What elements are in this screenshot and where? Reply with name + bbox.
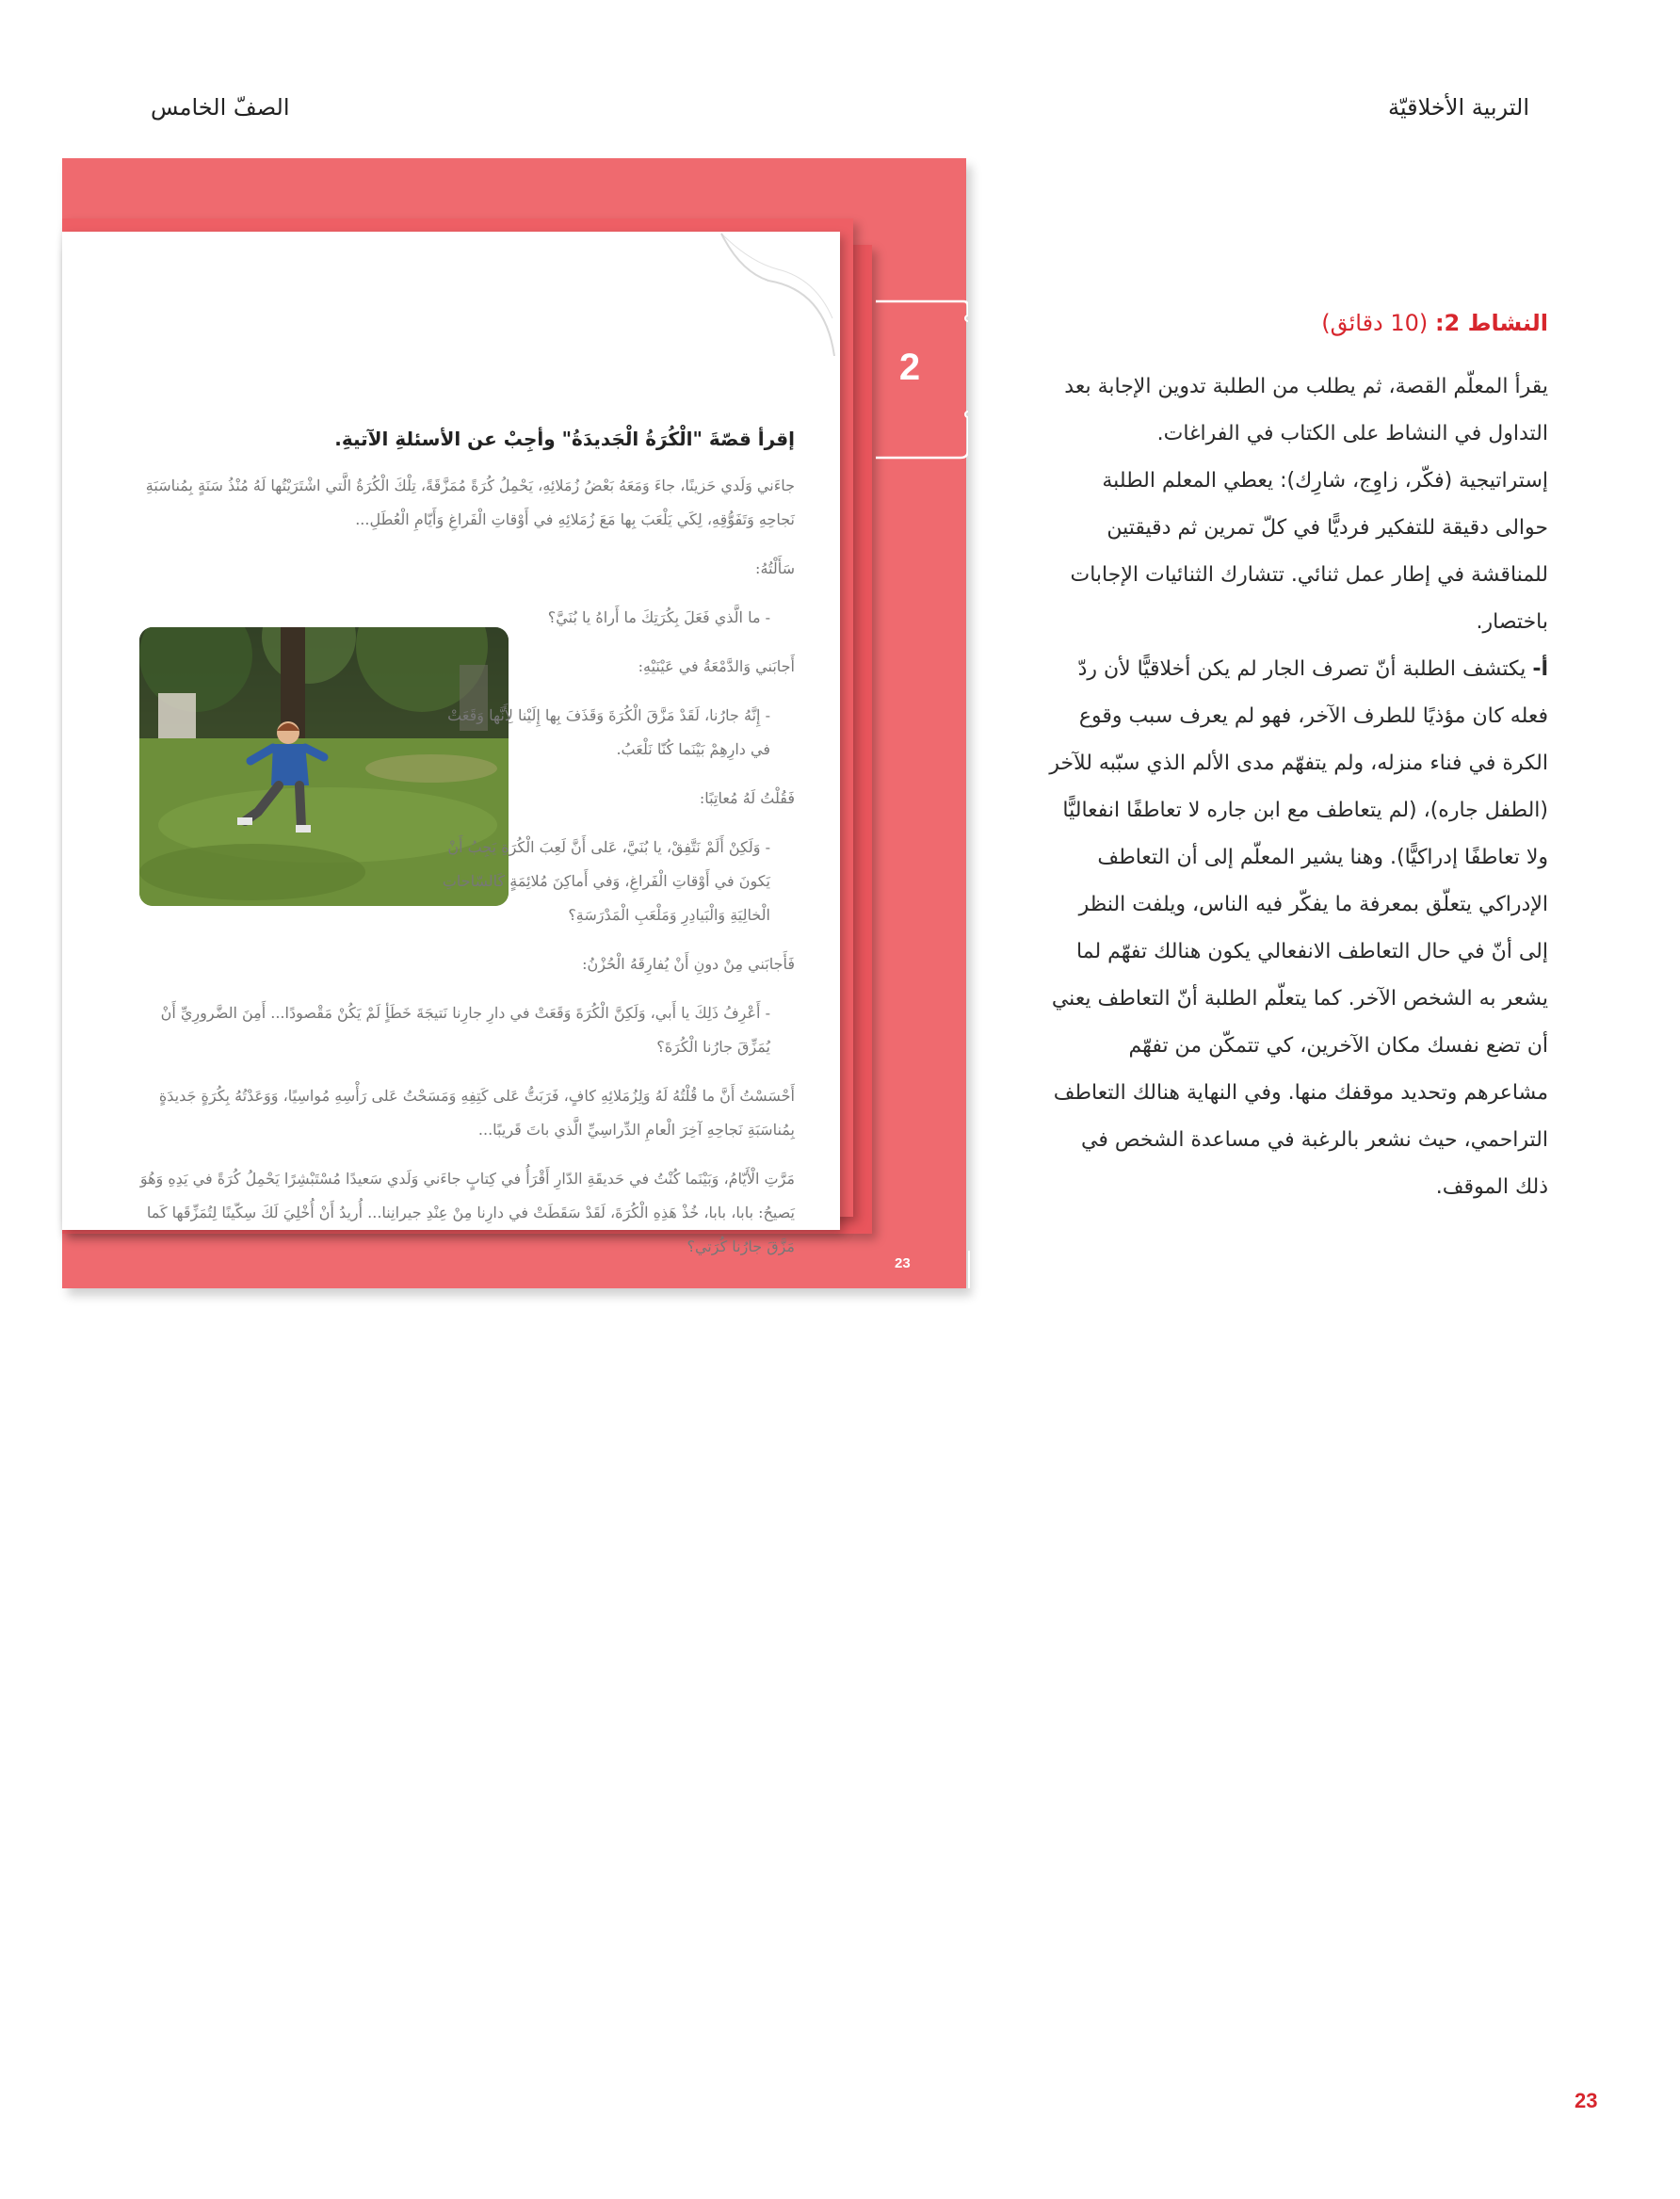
story-paragraph: فَأَجابَني مِنْ دونِ أَنْ يُفارِقَهُ الْحُزْنُ: bbox=[582, 955, 795, 973]
story-paragraph: أَجابَني وَالدَّمْعَةُ في عَيْنَيْهِ: bbox=[638, 657, 795, 675]
story-text bbox=[136, 422, 795, 1279]
teacher-guide-text bbox=[1043, 299, 1548, 1211]
activity-number: 2 bbox=[898, 347, 921, 388]
activity-heading bbox=[1043, 299, 1548, 347]
activity-time: (10 دقائق) bbox=[1321, 310, 1429, 336]
page-number: 23 bbox=[1575, 2089, 1598, 2112]
story-dialog-line: - أَعْرِفُ ذَلِكَ يا أَبي، وَلَكِنَّ الْكُرَةَ وَقَعَتْ في دارِ جارِنا نَتيجَةَ خَطَأٍ لَمْ يَكُنْ مَقْصودًا... أَمِنَ الضَّرورِيِّ أَنْ يُمَزِّقَ جارُنا الْكُرَةَ؟ bbox=[160, 1004, 770, 1056]
activity-heading-label: النشاط 2: bbox=[1434, 310, 1548, 336]
inner-page-divider bbox=[968, 1251, 970, 1288]
story-dialog-line: - إِنَّهُ جارُنا، لَقَدْ مَزَّقَ الْكُرَةَ وَقَذَفَ بِها إِلَيْنا لِأَنَّها وَقَعَتْ في دارِهِمْ بَيْنَما كُنّا نَلْعَبُ. bbox=[447, 706, 770, 758]
inner-page-number: 23 bbox=[895, 1255, 911, 1271]
page-curl-icon bbox=[712, 215, 844, 356]
book-subject-title: التربية الأخلاقيّة bbox=[1388, 94, 1529, 121]
story-paragraph: أَحْسَسْتُ أَنَّ ما قُلْتُهُ لَهُ وَلِزُمَلائِهِ كافٍ، فَرَبَتُّ عَلى كَتِفِهِ وَمَسَحْتُ عَلى رَأْسِهِ مُواسِيًا، وَوَعَدْتُهُ بِكُرَةٍ جَديدَةٍ بِمُناسَبَةِ نَجاحِهِ آخِرَ الْعامِ الدِّراسِيِّ الَّذي باتَ قَريبًا... bbox=[158, 1087, 795, 1139]
story-paragraph: مَرَّتِ الْأَيّامُ، وَبَيْنَما كُنْتُ في حَديقَةِ الدّارِ أَقْرَأُ في كِتابٍ جاءَني وَلَدي سَعيدًا مُسْتَبْشِرًا يَحْمِلُ كُرَةً في يَدِهِ وَهُوَ يَصيحُ: بابا، بابا، خُذْ هَذِهِ الْكُرَةَ، لَقَدْ سَقَطَتْ في دارِنا مِنْ عِنْدِ جيرانِنا... أُريدُ أَنْ أُخْلِيَ لَكَ سِكّينًا لِتُمَزِّقَها كَما مَزَّقَ جارُنا كُرَتي؟ bbox=[139, 1170, 795, 1255]
story-paragraph: فَقُلْتُ لَهُ مُعاتِبًا: bbox=[699, 789, 795, 807]
story-paragraph: سَأَلْتُهُ: bbox=[755, 559, 795, 577]
story-dialog-line: - وَلَكِنْ أَلَمْ نَتَّفِقْ، يا بُنَيَّ، عَلى أَنَّ لَعِبَ الْكُرَةِ يَجِبُ أَنْ يَكونَ في أَوْقاتِ الْفَراغِ، وَفي أَماكِنَ مُلائِمَةٍ كَالسّاحاتِ الْخالِيَةِ وَالْبَيادِرِ وَمَلْعَبِ الْمَدْرَسَةِ؟ bbox=[442, 838, 770, 924]
story-paragraph: جاءَني وَلَدي حَزينًا، جاءَ وَمَعَهُ بَعْضُ زُمَلائِهِ، يَحْمِلُ كُرَةً مُمَزَّقَةً، تِلْكَ الْكُرَةُ الَّتي اشْتَرَيْتُها لَهُ مُنْذُ سَنَةٍ بِمُناسَبَةِ نَجاحِهِ وَتَفَوُّقِهِ، لِكَي يَلْعَبَ بِها مَعَ زُمَلائِهِ في أَوْقاتِ الْفَراغِ وَأَيّامِ الْعُطَلِ... bbox=[145, 477, 795, 528]
student-book-excerpt bbox=[62, 158, 966, 1288]
story-page bbox=[62, 232, 840, 1255]
teacher-paragraph-answer bbox=[1043, 646, 1548, 1211]
teacher-paragraph: إستراتيجية (فكّر، زاوِج، شارِك): يعطي المعلم الطلبة حوالى دقيقة للتفكير فرديًّا في كلّ تمرين ثم دقيقتين للمناقشة في إطار عمل ثنائي. تتشارك الثنائيات الإجابات باختصار. bbox=[1070, 469, 1548, 634]
story-dialog-line: - ما الَّذي فَعَلَ بِكُرَتِكَ ما أَراهُ يا بُنَيَّ؟ bbox=[547, 608, 770, 626]
answer-letter: أ- bbox=[1532, 657, 1548, 681]
teacher-paragraph: يقرأ المعلّم القصة، ثم يطلب من الطلبة تدوين الإجابة بعد التداول في النشاط على الكتاب في الفراغات. bbox=[1064, 375, 1548, 445]
grade-label: الصفّ الخامس bbox=[151, 94, 290, 121]
answer-text: يكتشف الطلبة أنّ تصرف الجار لم يكن أخلاقيًّا لأن ردّ فعله كان مؤذيًا للطرف الآخر، فهو لم يعرف سبب وقوع الكرة في فناء منزله، ولم يتفهّم مدى الألم الذي سبّبه للآخر (الطفل جاره)، (لم يتعاطف مع ابن جاره لا تعاطفًا انفعاليًّا ولا تعاطفًا إدراكيًّا). وهنا يشير المعلّم إلى أن التعاطف الإدراكي يتعلّق بمعرفة ما يفكّر فيه الناس، ويلفت النظر إلى أنّ في حال التعاطف الانفعالي يكون هنالك تفهّم لما يشعر به الشخص الآخر. كما يتعلّم الطلبة أنّ التعاطف يعني أن تضع نفسك مكان الآخرين، كي تتمكّن من تفهّم مشاعرهم وتحديد موقفك منها. وفي النهاية هنالك التعاطف التراحمي، حيث نشعر بالرغبة في مساعدة الشخص في ذلك الموقف. bbox=[1049, 657, 1548, 1199]
story-instruction-title: إقرأ قصّةَ "الْكُرَةُ الْجَديدَةُ" وأجِبْ عن الأسئلةِ الآتيةِ. bbox=[334, 428, 795, 450]
